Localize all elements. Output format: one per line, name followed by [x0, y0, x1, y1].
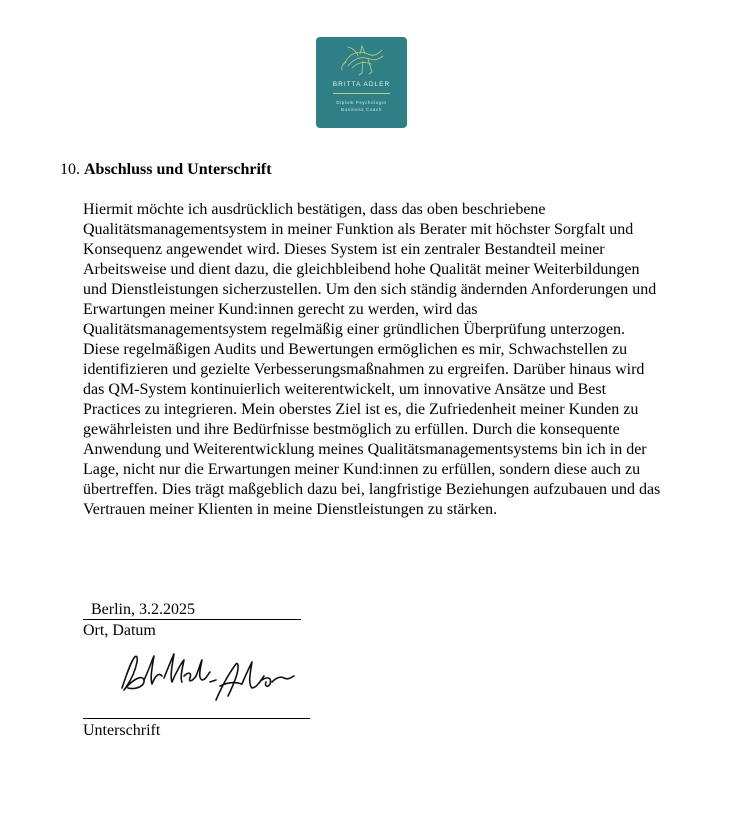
handwritten-signature	[112, 646, 302, 712]
logo-subtitle-line1: Diplom Psychologin	[336, 100, 387, 105]
company-logo	[316, 37, 407, 128]
signature-line	[83, 718, 310, 719]
logo-name: BRITTA ADLER	[332, 81, 391, 88]
section-body-text: Hiermit möchte ich ausdrücklich bestätigen, dass das oben beschriebene Qualitätsmanagementsystem in meiner Funktion als Berater mit höchster Sorgfalt und Konsequenz angewendet wird. Dieses System ist ein zentraler Bestandteil meiner Arbeitsweise und dient dazu, die gleichbleibend hohe Qualität meiner Weiterbildungen und Dienstleistungen sicherzustellen. Um den sich ständig ändernden Anforderungen und Erwartungen meiner Kund:innen gerecht zu werden, wird das Qualitätsmanagementsystem regelmäßig einer gründlichen Überprüfung unterzogen. Diese regelmäßigen Audits und Bewertungen ermöglichen es mir, Schwachstellen zu identifizieren und gezielte Verbesserungsmaßnahmen zu ergreifen. Darüber hinaus wird das QM-System kontinuierlich weiterentwickelt, um innovative Ansätze und Best Practices zu integrieren. Mein oberstes Ziel ist es, die Zufriedenheit meiner Kunden zu gewährleisten und ihre Bedürfnisse bestmöglich zu erfüllen. Durch die konsequente Anwendung und Weiterentwicklung meines Qualitätsmanagementsystems bin ich in der Lage, nicht nur die Erwartungen meiner Kund:innen zu erfüllen, sondern diese auch zu übertreffen. Dies trägt maßgeblich dazu bei, langfristige Beziehungen aufzubauen und das Vertrauen meiner Klienten in meine Dienstleistungen zu stärken.	[83, 201, 661, 518]
section-heading	[60, 160, 272, 180]
place-date-label: Ort, Datum	[83, 622, 156, 639]
section-number: 10.	[60, 161, 80, 178]
logo-subtitle-line2: Business Coach	[341, 107, 382, 112]
place-date-value: Berlin, 3.2.2025	[91, 601, 195, 618]
signature-label: Unterschrift	[83, 722, 161, 739]
logo-divider	[333, 93, 390, 94]
bird-logo-icon	[338, 42, 386, 80]
section-title: Abschluss und Unterschrift	[84, 161, 272, 178]
place-date-line	[83, 600, 301, 620]
